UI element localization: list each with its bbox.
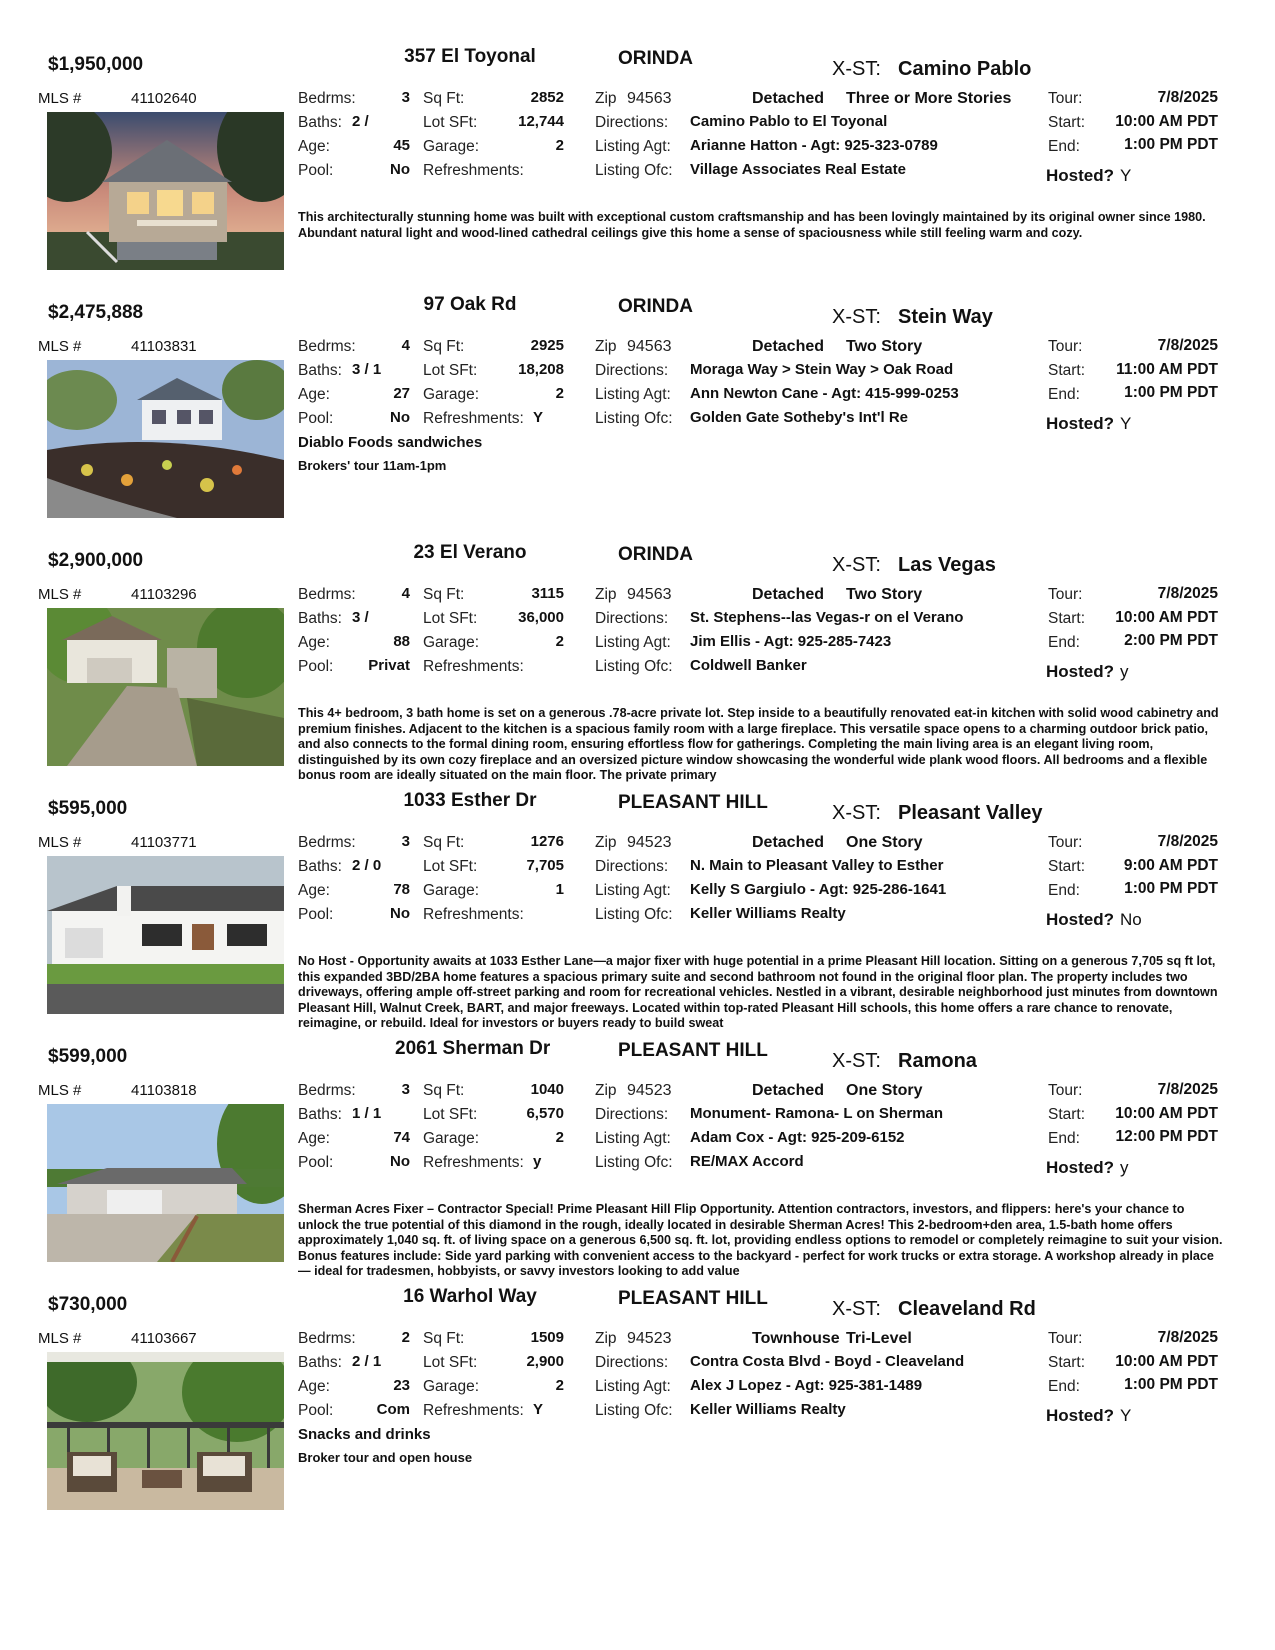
lot-sqft-value: 18,208	[518, 361, 564, 378]
hosted-value: Y	[1120, 414, 1132, 433]
garage-value: 2	[555, 633, 564, 650]
directions-label: Directions:	[595, 362, 669, 379]
cross-street-value: Camino Pablo	[898, 58, 1032, 80]
end-time: 1:00 PM PDT	[1124, 880, 1218, 897]
zip-label: Zip	[595, 834, 617, 851]
hosted-label: Hosted?	[1046, 1158, 1114, 1177]
zip-value: 94563	[627, 338, 672, 355]
listing-agent-value: Adam Cox - Agt: 925-209-6152	[690, 1129, 905, 1146]
start-time: 11:00 AM PDT	[1116, 361, 1218, 378]
lot-sqft-value: 36,000	[518, 609, 564, 626]
listing-office-value: Coldwell Banker	[690, 657, 807, 674]
hosted-value: y	[1120, 1158, 1129, 1177]
end-label: End:	[1048, 882, 1080, 899]
listing-office-value: Village Associates Real Estate	[690, 161, 906, 178]
listing-agent-label: Listing Agt:	[595, 138, 671, 155]
listing-address: 2061 Sherman Dr	[395, 1038, 551, 1059]
lot-sqft-label: Lot SFt:	[423, 114, 478, 131]
pool-label: Pool:	[298, 410, 334, 427]
listing-office-value: Golden Gate Sotheby's Int'l Re	[690, 409, 908, 426]
mls-number: 41103296	[131, 586, 197, 603]
tour-note: Broker tour and open house	[298, 1450, 473, 1465]
listing-price: $595,000	[48, 798, 128, 819]
cross-street-label: X-ST:	[832, 58, 881, 80]
age-value: 74	[393, 1129, 410, 1146]
bedrooms-value: 4	[401, 585, 410, 602]
property-type: Detached	[752, 338, 825, 355]
listing-agent-value: Ann Newton Cane - Agt: 415-999-0253	[690, 385, 959, 402]
mls-number: 41103831	[131, 338, 197, 355]
hosted-value: Y	[1120, 166, 1132, 185]
garage-label: Garage:	[423, 138, 480, 155]
property-type: Detached	[752, 90, 825, 107]
tour-date: 7/8/2025	[1157, 1081, 1218, 1098]
sqft-value: 3115	[531, 585, 564, 602]
baths-value: 2 / 0	[352, 857, 382, 874]
start-time: 10:00 AM PDT	[1115, 1105, 1218, 1122]
start-time: 10:00 AM PDT	[1115, 113, 1218, 130]
zip-label: Zip	[595, 1082, 617, 1099]
property-photo	[47, 1352, 284, 1510]
cross-street-label: X-ST:	[832, 306, 881, 328]
refreshments-value: Y	[533, 1401, 544, 1418]
end-time: 1:00 PM PDT	[1124, 384, 1218, 401]
zip-label: Zip	[595, 338, 617, 355]
sqft-label: Sq Ft:	[423, 1330, 465, 1347]
property-photo	[47, 360, 284, 518]
end-label: End:	[1048, 634, 1080, 651]
directions-value: Camino Pablo to El Toyonal	[690, 113, 888, 130]
end-time: 1:00 PM PDT	[1124, 1376, 1218, 1393]
listing-agent-value: Arianne Hatton - Agt: 925-323-0789	[690, 137, 938, 154]
garage-value: 2	[555, 1129, 564, 1146]
refreshments-label: Refreshments:	[423, 1402, 524, 1419]
hosted-row	[1046, 166, 1131, 186]
start-label: Start:	[1048, 1106, 1086, 1123]
age-value: 23	[393, 1377, 410, 1394]
cross-street-label: X-ST:	[832, 1050, 881, 1072]
listing-office-label: Listing Ofc:	[595, 1402, 673, 1419]
cross-street-value: Las Vegas	[898, 554, 996, 576]
pool-value: No	[390, 1153, 410, 1170]
sqft-label: Sq Ft:	[423, 338, 465, 355]
tour-date: 7/8/2025	[1157, 337, 1218, 354]
tour-note: Brokers' tour 11am-1pm	[298, 458, 447, 473]
listing-description	[298, 458, 1228, 536]
garage-label: Garage:	[423, 634, 480, 651]
mls-label: MLS #	[38, 90, 82, 107]
listing-address: 16 Warhol Way	[403, 1286, 537, 1307]
pool-label: Pool:	[298, 1402, 334, 1419]
lot-sqft-label: Lot SFt:	[423, 1354, 478, 1371]
mls-label: MLS #	[38, 834, 82, 851]
mls-number: 41103667	[131, 1330, 197, 1347]
listing-address: 357 El Toyonal	[404, 46, 536, 67]
bedrooms-label: Bedrms:	[298, 90, 356, 107]
property-style: Three or More Stories	[846, 90, 1012, 107]
listing-card	[0, 40, 1275, 290]
garage-value: 2	[555, 137, 564, 154]
listing-office-label: Listing Ofc:	[595, 906, 673, 923]
property-type: Detached	[752, 586, 825, 603]
cross-street-label: X-ST:	[832, 554, 881, 576]
property-type: Detached	[752, 834, 825, 851]
listing-description: Sherman Acres Fixer – Contractor Special! Prime Pleasant Hill Flip Opportunity. Attention contractors, investors, and flippers: here's your chance to unlock the true potential of this diamond in the rough, ideally located in desirable Sherman Acres! This 2-bedroom+den area, 1.5-bath home offers approximately 1,040 sq. ft. of living space on a generous 6,500 sq. ft. lot, providing endless options to remodel or completely reimagine to suit your vision. Bonus features include: Side yard parking with convenient access to the backyard - perfect for work trucks or extra storage. A workshop already in place — ideal for tradesmen, hobbyists, or savvy investors looking to add value	[298, 1202, 1223, 1279]
bedrooms-value: 3	[401, 89, 410, 106]
age-label: Age:	[298, 1378, 330, 1395]
start-time: 10:00 AM PDT	[1115, 1353, 1218, 1370]
refreshments-note: Diablo Foods sandwiches	[298, 434, 483, 451]
sqft-label: Sq Ft:	[423, 834, 465, 851]
listing-city: ORINDA	[618, 544, 693, 565]
sqft-label: Sq Ft:	[423, 90, 465, 107]
listing-price: $1,950,000	[48, 54, 144, 75]
lot-sqft-label: Lot SFt:	[423, 610, 478, 627]
sqft-value: 1509	[530, 1329, 564, 1346]
garage-label: Garage:	[423, 1378, 480, 1395]
directions-label: Directions:	[595, 114, 669, 131]
property-style: Tri-Level	[846, 1330, 912, 1347]
hosted-value: Y	[1120, 1406, 1132, 1425]
bedrooms-label: Bedrms:	[298, 834, 356, 851]
baths-value: 3 /	[352, 609, 369, 626]
start-time: 9:00 AM PDT	[1123, 857, 1218, 874]
cross-street-value: Pleasant Valley	[898, 802, 1043, 824]
listing-office-value: RE/MAX Accord	[690, 1153, 804, 1170]
tour-date: 7/8/2025	[1157, 833, 1218, 850]
mls-label: MLS #	[38, 1082, 82, 1099]
directions-value: St. Stephens--las Vegas-r on el Verano	[690, 609, 964, 626]
lot-sqft-label: Lot SFt:	[423, 1106, 478, 1123]
hosted-row	[1046, 414, 1131, 434]
listing-agent-label: Listing Agt:	[595, 1130, 671, 1147]
mls-number: 41103818	[131, 1082, 197, 1099]
listing-price: $599,000	[48, 1046, 128, 1067]
cross-street-value: Cleaveland Rd	[898, 1298, 1036, 1320]
listing-office-label: Listing Ofc:	[595, 162, 673, 179]
hosted-label: Hosted?	[1046, 414, 1114, 433]
listing-agent-label: Listing Agt:	[595, 882, 671, 899]
pool-value: No	[390, 161, 410, 178]
zip-value: 94563	[627, 586, 672, 603]
listing-city: PLEASANT HILL	[618, 792, 768, 813]
cross-street-label: X-ST:	[832, 1298, 881, 1320]
listing-card	[0, 1280, 1275, 1530]
garage-label: Garage:	[423, 882, 480, 899]
mls-number: 41103771	[131, 834, 197, 851]
hosted-row	[1046, 910, 1142, 930]
pool-value: No	[390, 409, 410, 426]
listing-office-value: Keller Williams Realty	[690, 1401, 846, 1418]
hosted-label: Hosted?	[1046, 1406, 1114, 1425]
listing-agent-value: Alex J Lopez - Agt: 925-381-1489	[690, 1377, 923, 1394]
baths-label: Baths:	[298, 610, 342, 627]
zip-value: 94523	[627, 1330, 672, 1347]
garage-value: 1	[555, 881, 564, 898]
hosted-label: Hosted?	[1046, 662, 1114, 681]
listing-description	[298, 1450, 1228, 1528]
refreshments-label: Refreshments:	[423, 410, 524, 427]
listing-office-value: Keller Williams Realty	[690, 905, 846, 922]
listing-office-label: Listing Ofc:	[595, 658, 673, 675]
directions-label: Directions:	[595, 858, 669, 875]
tour-label: Tour:	[1048, 1082, 1083, 1099]
age-label: Age:	[298, 386, 330, 403]
baths-label: Baths:	[298, 1354, 342, 1371]
lot-sqft-value: 12,744	[518, 113, 564, 130]
listing-card	[0, 784, 1275, 1034]
lot-sqft-label: Lot SFt:	[423, 858, 478, 875]
directions-label: Directions:	[595, 1354, 669, 1371]
age-label: Age:	[298, 1130, 330, 1147]
listing-price: $730,000	[48, 1294, 128, 1315]
start-label: Start:	[1048, 1354, 1086, 1371]
age-value: 27	[393, 385, 410, 402]
listing-address: 1033 Esther Dr	[403, 790, 537, 811]
directions-value: Contra Costa Blvd - Boyd - Cleaveland	[690, 1353, 965, 1370]
sqft-value: 1040	[530, 1081, 564, 1098]
bedrooms-label: Bedrms:	[298, 586, 356, 603]
property-type: Townhouse	[752, 1330, 840, 1347]
tour-label: Tour:	[1048, 90, 1083, 107]
bedrooms-label: Bedrms:	[298, 1330, 356, 1347]
mls-label: MLS #	[38, 1330, 82, 1347]
directions-value: Moraga Way > Stein Way > Oak Road	[690, 361, 954, 378]
listing-city: PLEASANT HILL	[618, 1040, 768, 1061]
pool-label: Pool:	[298, 658, 334, 675]
cross-street-value: Ramona	[898, 1050, 977, 1072]
sqft-value: 2925	[530, 337, 564, 354]
zip-label: Zip	[595, 586, 617, 603]
start-label: Start:	[1048, 858, 1086, 875]
baths-value: 1 / 1	[352, 1105, 382, 1122]
bedrooms-label: Bedrms:	[298, 338, 356, 355]
age-value: 45	[393, 137, 410, 154]
baths-value: 3 / 1	[352, 361, 382, 378]
baths-label: Baths:	[298, 114, 342, 131]
property-photo	[47, 608, 284, 766]
property-photo	[47, 112, 284, 270]
listing-agent-label: Listing Agt:	[595, 386, 671, 403]
bedrooms-label: Bedrms:	[298, 1082, 356, 1099]
listing-agent-value: Kelly S Gargiulo - Agt: 925-286-1641	[690, 881, 947, 898]
garage-value: 2	[555, 385, 564, 402]
listing-city: PLEASANT HILL	[618, 1288, 768, 1309]
listing-description: No Host - Opportunity awaits at 1033 Esther Lane—a major fixer with huge potential in a prime Pleasant Hill location. Sitting on a generous 7,705 sq ft lot, this expanded 3BD/2BA home features a spacious primary suite and second bathroom not found in the original floor plan. The property includes two driveways, offering ample off-street parking and room for recreational vehicles. Nestled in a vibrant, desirable neighborhood just minutes from downtown Pleasant Hill, Walnut Creek, BART, and major freeways. Located within top-rated Pleasant Hill schools, this home offers a rare chance to renovate, reimagine, or rebuild. Ideal for investors or buyers ready to build sweat	[298, 954, 1218, 1031]
tour-label: Tour:	[1048, 338, 1083, 355]
pool-value: Privat	[368, 657, 410, 674]
property-photo	[47, 856, 284, 1014]
garage-label: Garage:	[423, 1130, 480, 1147]
refreshments-label: Refreshments:	[423, 906, 524, 923]
hosted-row	[1046, 662, 1129, 682]
tour-date: 7/8/2025	[1157, 89, 1218, 106]
zip-value: 94523	[627, 1082, 672, 1099]
property-style: One Story	[846, 834, 923, 851]
tour-date: 7/8/2025	[1157, 585, 1218, 602]
listing-card	[0, 1032, 1275, 1282]
listing-agent-value: Jim Ellis - Agt: 925-285-7423	[690, 633, 892, 650]
pool-value: No	[390, 905, 410, 922]
tour-label: Tour:	[1048, 586, 1083, 603]
tour-label: Tour:	[1048, 1330, 1083, 1347]
listing-agent-label: Listing Agt:	[595, 634, 671, 651]
zip-label: Zip	[595, 1330, 617, 1347]
pool-label: Pool:	[298, 162, 334, 179]
listing-city: ORINDA	[618, 296, 693, 317]
directions-label: Directions:	[595, 1106, 669, 1123]
listing-description: This 4+ bedroom, 3 bath home is set on a generous .78-acre private lot. Step inside to a beautifully renovated eat-in kitchen with solid wood cabinetry and premium finishes. Adjacent to the kitchen is a spacious family room with a large fireplace. This versatile space opens to a charming outdoor brick patio, and also connects to the formal dining room, ensuring effortless flow for gatherings. Completing the main living area is an elegant living room, distinguished by its own cozy fireplace and an oversized picture window showcasing the wonderful wide plank wood floors. All bedrooms and a flexible bonus room are ideally situated on the main floor. The private primary	[298, 706, 1219, 783]
lot-sqft-value: 6,570	[526, 1105, 564, 1122]
property-type: Detached	[752, 1082, 825, 1099]
listing-address: 97 Oak Rd	[423, 294, 517, 315]
hosted-row	[1046, 1158, 1129, 1178]
listing-city: ORINDA	[618, 48, 693, 69]
sqft-value: 2852	[530, 89, 564, 106]
directions-label: Directions:	[595, 610, 669, 627]
directions-value: N. Main to Pleasant Valley to Esther	[690, 857, 944, 874]
lot-sqft-label: Lot SFt:	[423, 362, 478, 379]
baths-value: 2 / 1	[352, 1353, 382, 1370]
cross-street-label: X-ST:	[832, 802, 881, 824]
garage-value: 2	[555, 1377, 564, 1394]
hosted-label: Hosted?	[1046, 910, 1114, 929]
start-label: Start:	[1048, 362, 1086, 379]
bedrooms-value: 3	[401, 833, 410, 850]
pool-label: Pool:	[298, 1154, 334, 1171]
property-style: Two Story	[846, 586, 923, 603]
pool-label: Pool:	[298, 906, 334, 923]
start-label: Start:	[1048, 610, 1086, 627]
lot-sqft-value: 7,705	[526, 857, 564, 874]
end-label: End:	[1048, 138, 1080, 155]
baths-label: Baths:	[298, 362, 342, 379]
start-label: Start:	[1048, 114, 1086, 131]
listing-agent-label: Listing Agt:	[595, 1378, 671, 1395]
mls-number: 41102640	[131, 90, 197, 107]
hosted-row	[1046, 1406, 1131, 1426]
zip-value: 94563	[627, 90, 672, 107]
mls-label: MLS #	[38, 338, 82, 355]
baths-label: Baths:	[298, 858, 342, 875]
zip-label: Zip	[595, 90, 617, 107]
end-label: End:	[1048, 1378, 1080, 1395]
listing-price: $2,475,888	[48, 302, 144, 323]
listing-card	[0, 288, 1275, 538]
hosted-value: No	[1120, 910, 1142, 929]
property-style: One Story	[846, 1082, 923, 1099]
bedrooms-value: 4	[401, 337, 410, 354]
pool-value: Com	[376, 1401, 410, 1418]
age-label: Age:	[298, 138, 330, 155]
end-time: 12:00 PM PDT	[1115, 1128, 1218, 1145]
refreshments-value: Y	[533, 409, 544, 426]
sqft-value: 1276	[530, 833, 564, 850]
bedrooms-value: 2	[401, 1329, 410, 1346]
listing-card	[0, 536, 1275, 786]
property-photo	[47, 1104, 284, 1262]
zip-value: 94523	[627, 834, 672, 851]
bedrooms-value: 3	[401, 1081, 410, 1098]
tour-date: 7/8/2025	[1157, 1329, 1218, 1346]
tour-label: Tour:	[1048, 834, 1083, 851]
age-label: Age:	[298, 882, 330, 899]
property-style: Two Story	[846, 338, 923, 355]
listing-description: This architecturally stunning home was built with exceptional custom craftsmanship and has been lovingly maintained by its original owner since 1980. Abundant natural light and wood-lined cathedral ceilings give this home a sense of spaciousness while still feeling warm and cozy.	[298, 210, 1206, 240]
refreshments-label: Refreshments:	[423, 162, 524, 179]
start-time: 10:00 AM PDT	[1115, 609, 1218, 626]
listing-price: $2,900,000	[48, 550, 144, 571]
refreshments-label: Refreshments:	[423, 658, 524, 675]
directions-value: Monument- Ramona- L on Sherman	[690, 1105, 944, 1122]
age-label: Age:	[298, 634, 330, 651]
mls-label: MLS #	[38, 586, 82, 603]
listing-office-label: Listing Ofc:	[595, 410, 673, 427]
end-label: End:	[1048, 386, 1080, 403]
garage-label: Garage:	[423, 386, 480, 403]
age-value: 78	[393, 881, 410, 898]
hosted-label: Hosted?	[1046, 166, 1114, 185]
listing-office-label: Listing Ofc:	[595, 1154, 673, 1171]
refreshments-note: Snacks and drinks	[298, 1426, 431, 1443]
cross-street-value: Stein Way	[898, 306, 993, 328]
refreshments-label: Refreshments:	[423, 1154, 524, 1171]
age-value: 88	[393, 633, 410, 650]
end-time: 1:00 PM PDT	[1124, 136, 1218, 153]
baths-label: Baths:	[298, 1106, 342, 1123]
listing-address: 23 El Verano	[413, 542, 527, 563]
lot-sqft-value: 2,900	[526, 1353, 564, 1370]
hosted-value: y	[1120, 662, 1129, 681]
end-label: End:	[1048, 1130, 1080, 1147]
sqft-label: Sq Ft:	[423, 586, 465, 603]
refreshments-value: y	[533, 1153, 542, 1170]
sqft-label: Sq Ft:	[423, 1082, 465, 1099]
end-time: 2:00 PM PDT	[1124, 632, 1218, 649]
baths-value: 2 /	[352, 113, 369, 130]
